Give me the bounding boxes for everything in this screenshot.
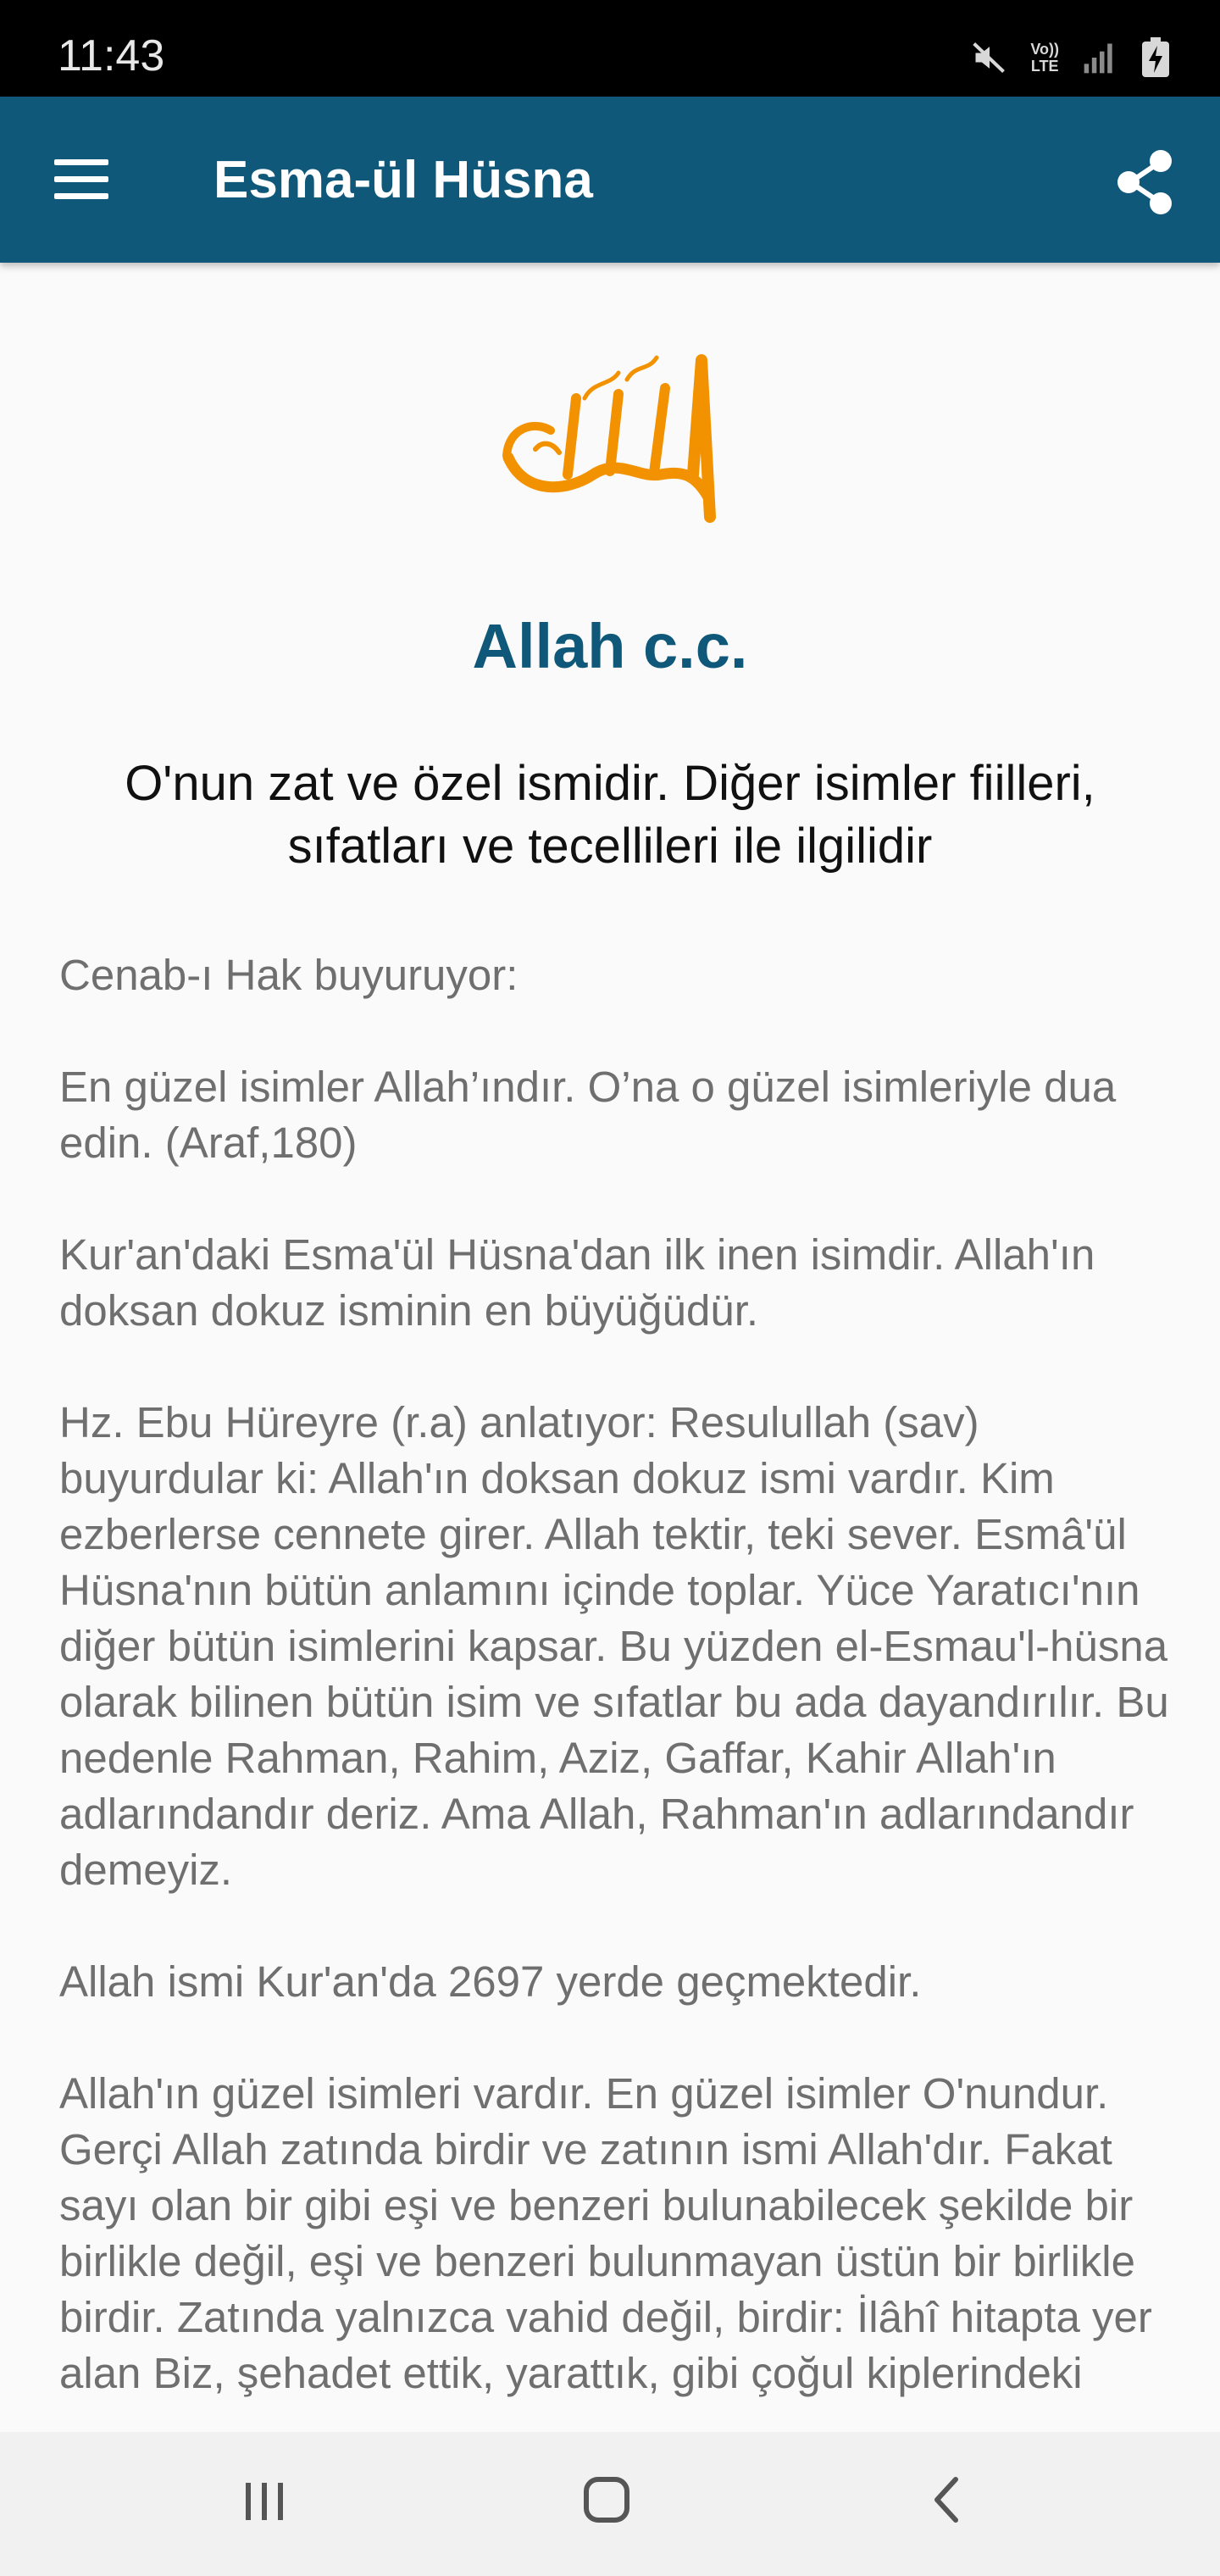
back-button[interactable]	[896, 2466, 998, 2542]
name-subtitle: O'nun zat ve özel ismidir. Diğer isimler fiilleri, sıfatları ve tecellileri ile ilgilidir	[125, 756, 1095, 874]
volte-label: Vo))	[1030, 41, 1059, 58]
battery-charging-icon	[1140, 37, 1171, 78]
paragraph: Allah'ın güzel isimleri vardır. En güzel isimler O'nundur. Gerçi Allah zatında birdir ve zatının ismi Allah'dır. Fakat sayı olan bir gibi eşi ve benzeri bulunabilecek şekilde bir birlikle değil, eşi ve benzeri bulunmayan üstün bir birlikle birdir. Zatında yalnızca vahid değil, birdir: İlâhî hitapta yer alan Biz, şehadet ettik, yarattık, gibi çoğul kiplerindeki	[59, 2069, 1152, 2397]
menu-button[interactable]	[42, 146, 124, 214]
recent-apps-icon	[230, 2466, 298, 2534]
navigation-bar	[0, 2432, 1220, 2576]
status-icons	[971, 36, 1171, 80]
signal-icon	[1081, 39, 1118, 76]
home-icon	[573, 2466, 640, 2534]
description-text	[59, 947, 1169, 2432]
share-icon	[1105, 144, 1186, 220]
share-button[interactable]	[1105, 144, 1186, 220]
lte-label: LTE	[1030, 58, 1059, 75]
status-bar	[0, 0, 1220, 97]
paragraph: En güzel isimler Allah’ındır. O’na o güzel isimleriyle dua edin. (Araf,180)	[59, 1063, 1117, 1167]
content-area[interactable]	[0, 263, 1220, 2432]
paragraph: Allah ismi Kur'an'da 2697 yerde geçmektedir.	[59, 1957, 922, 2006]
app-bar	[0, 97, 1220, 263]
paragraph: Kur'an'daki Esma'ül Hüsna'dan ilk inen isimdir. Allah'ın doksan dokuz isminin en büyüğüdür.	[59, 1230, 1095, 1335]
recent-apps-button[interactable]	[214, 2466, 315, 2542]
back-icon	[913, 2466, 981, 2534]
mute-icon	[971, 39, 1008, 76]
hamburger-menu-icon	[42, 146, 124, 214]
status-time: 11:43	[58, 31, 165, 80]
app-title: Esma-ül Hüsna	[214, 151, 593, 209]
paragraph: Hz. Ebu Hüreyre (r.a) anlatıyor: Resulullah (sav) buyurdular ki: Allah'ın doksan dokuz ismi vardır. Kim ezberlerse cennete girer. Allah tektir, teki sever. Esmâ'ül Hüsna'nın bütün anlamını içinde toplar. Yüce Yaratıcı'nın diğer bütün isimlerini kapsar. Bu yüzden el-Esmau'l-hüsna olarak bilinen bütün isim ve sıfatlar bu ada dayandırılır. Bu nedenle Rahman, Rahim, Aziz, Gaffar, Kahir Allah'ın adlarındandır deriz. Ama Allah, Rahman'ın adlarındandır demeyiz.	[59, 1398, 1169, 1894]
volte-icon	[1030, 41, 1059, 75]
name-title: Allah c.c.	[472, 611, 748, 681]
allah-calligraphy-icon	[491, 347, 729, 525]
home-button[interactable]	[556, 2466, 657, 2542]
paragraph: Cenab-ı Hak buyuruyor:	[59, 951, 518, 999]
